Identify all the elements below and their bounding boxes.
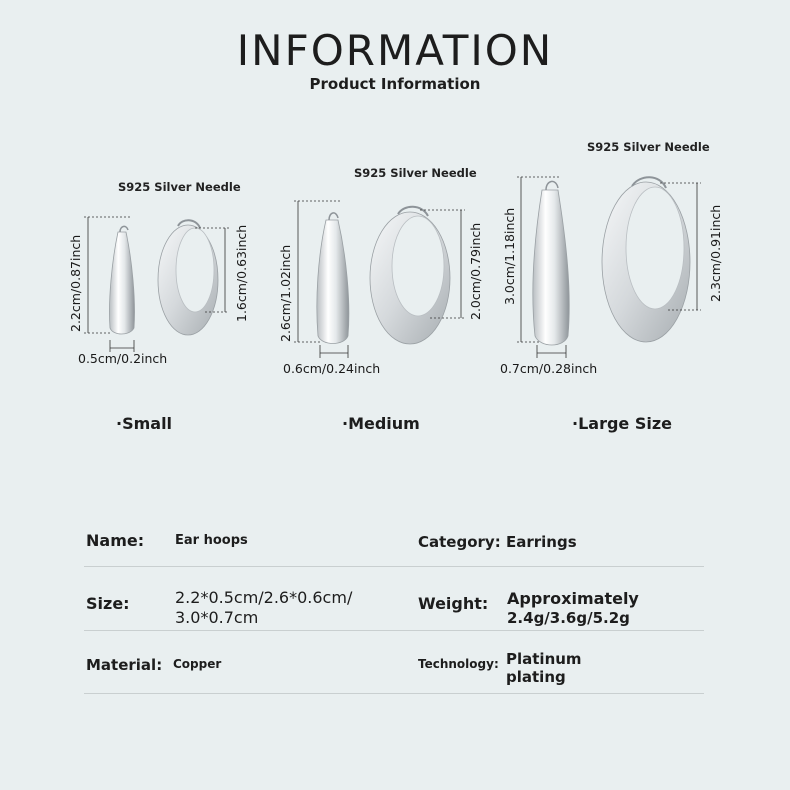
small-hoop-height-label: 1.6cm/0.63inch <box>234 224 249 322</box>
spec-size-key: Size: <box>86 594 130 613</box>
medium-side-view <box>317 213 349 344</box>
small-needle-label: S925 Silver Needle <box>118 180 241 194</box>
spec-category-value: Earrings <box>506 533 577 551</box>
spec-technology-value-line2: plating <box>506 668 566 686</box>
large-hoop-view <box>602 177 690 342</box>
spec-divider <box>84 693 704 694</box>
spec-name-value: Ear hoops <box>175 533 248 548</box>
spec-name-key: Name: <box>86 531 145 550</box>
size-name-large: ·Large Size <box>572 414 673 433</box>
medium-length-label: 2.6cm/1.02inch <box>278 244 293 342</box>
spec-weight-value-line2: 2.4g/3.6g/5.2g <box>507 609 630 627</box>
size-name-small: ·Small <box>116 414 173 433</box>
small-side-view <box>109 226 134 334</box>
small-hoop-view <box>158 220 218 335</box>
spec-material-value: Copper <box>173 657 222 671</box>
spec-technology-key: Technology: <box>418 657 499 671</box>
page-title: INFORMATION <box>236 26 554 75</box>
spec-technology-value-line1: Platinum <box>506 650 582 668</box>
small-width-label: 0.5cm/0.2inch <box>78 351 168 366</box>
spec-divider <box>84 630 704 631</box>
spec-category-key: Category: <box>418 533 501 551</box>
large-length-label: 3.0cm/1.18inch <box>502 207 517 305</box>
spec-weight-key: Weight: <box>418 594 489 613</box>
medium-width-label: 0.6cm/0.24inch <box>283 361 381 376</box>
spec-weight-value-line1: Approximately <box>507 589 639 608</box>
large-side-view <box>533 181 569 345</box>
spec-material-key: Material: <box>86 656 163 674</box>
large-hoop-height-label: 2.3cm/0.91inch <box>708 204 723 302</box>
small-length-label: 2.2cm/0.87inch <box>68 234 83 332</box>
medium-hoop-view <box>370 207 450 344</box>
large-width-label: 0.7cm/0.28inch <box>500 361 598 376</box>
medium-needle-label: S925 Silver Needle <box>354 166 477 180</box>
size-name-medium: ·Medium <box>342 414 420 433</box>
medium-hoop-height-label: 2.0cm/0.79inch <box>468 222 483 320</box>
large-needle-label: S925 Silver Needle <box>587 140 710 154</box>
page-subtitle: Product Information <box>309 75 481 93</box>
spec-divider <box>84 566 704 567</box>
spec-size-value-line1: 2.2*0.5cm/2.6*0.6cm/ <box>175 588 353 607</box>
spec-size-value-line2: 3.0*0.7cm <box>175 608 259 627</box>
